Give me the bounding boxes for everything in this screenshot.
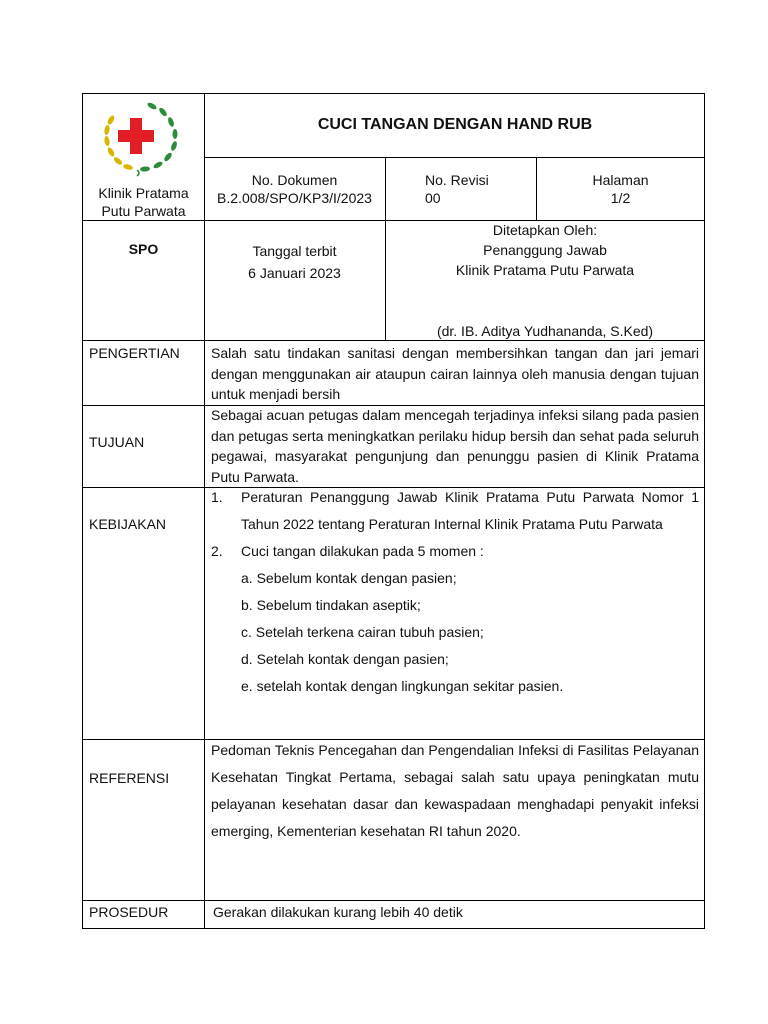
- prosedur-label: PROSEDUR: [89, 904, 169, 920]
- set-by-cell: [385, 220, 705, 280]
- divider-prosedur: [83, 900, 705, 901]
- kebijakan-item-2: [211, 538, 699, 565]
- document-title: CUCI TANGAN DENGAN HAND RUB: [317, 116, 593, 133]
- moment-item: b. Sebelum tindakan aseptik;: [241, 597, 421, 613]
- tujuan-label: TUJUAN: [89, 434, 145, 450]
- header-divider-title: [204, 157, 705, 158]
- kebijakan-label: KEBIJAKAN: [89, 516, 167, 532]
- kebijakan-item-2-text: Cuci tangan dilakukan pada 5 momen :: [241, 543, 484, 559]
- tujuan-text: Sebagai acuan petugas dalam mencegah terjadinya infeksi silang pada pasien dan petugas serta meningkatkan perilaku hidup bersih dan sehat pada seluruh pegawai, masyarakat pengunjung dan penunggu pasien di Klinik Pratama Putu Parwata.: [211, 407, 699, 485]
- kebijakan-item-1-text: Peraturan Penanggung Jawab Klinik Pratama Putu Parwata Nomor 1 Tahun 2022 tentang Peraturan Internal Klinik Pratama Putu Parwata: [241, 489, 699, 532]
- set-by-role: Penanggung Jawab: [483, 242, 607, 258]
- moment-item: a. Sebelum kontak dengan pasien;: [241, 570, 457, 586]
- issue-date-cell: [204, 240, 385, 284]
- moment-item: d. Setelah kontak dengan pasien;: [241, 651, 449, 667]
- issue-date-label: Tanggal terbit: [252, 243, 337, 259]
- clinic-name: [83, 184, 204, 220]
- pengertian-label: PENGERTIAN: [89, 345, 180, 361]
- revision-value: 00: [425, 190, 441, 206]
- page-value: 1/2: [610, 190, 631, 206]
- set-by-clinic: Klinik Pratama Putu Parwata: [455, 262, 635, 278]
- moment-item: c. Setelah terkena cairan tubuh pasien;: [241, 624, 484, 640]
- revision-cell: [425, 171, 535, 207]
- issue-date-value: 6 Januari 2023: [248, 265, 341, 281]
- spo-label: SPO: [128, 241, 159, 257]
- kebijakan-item-2-number: 2.: [211, 543, 223, 559]
- moment-item: e. setelah kontak dengan lingkungan sekitar pasien.: [241, 678, 564, 694]
- prosedur-text: Gerakan dilakukan kurang lebih 40 detik: [213, 904, 463, 920]
- page-label: Halaman: [592, 172, 649, 188]
- doc-number-value: B.2.008/SPO/KP3/I/2023: [217, 190, 372, 206]
- clinic-name-line2: Putu Parwata: [101, 203, 186, 219]
- doc-number-cell: [204, 171, 385, 207]
- clinic-name-line1: Klinik Pratama: [98, 185, 189, 201]
- kebijakan-item-1-number: 1.: [211, 489, 223, 505]
- page-cell: [536, 171, 705, 207]
- pengertian-text: Salah satu tindakan sanitasi dengan membersihkan tangan dan jari jemari dengan menggunakan air ataupun cairan lainnya oleh manusia dengan tujuan untuk menjadi bersih: [211, 345, 699, 402]
- kebijakan-list: [211, 484, 699, 700]
- divider-pengertian: [83, 340, 705, 341]
- referensi-label: REFERENSI: [89, 770, 170, 786]
- spo-document: [82, 93, 705, 929]
- set-by-label: Ditetapkan Oleh:: [492, 222, 598, 238]
- doc-number-label: No. Dokumen: [251, 172, 338, 188]
- revision-label: No. Revisi: [425, 172, 489, 188]
- red-cross-wreath-logo-icon: [97, 98, 187, 178]
- referensi-text: Pedoman Teknis Pencegahan dan Pengendalian Infeksi di Fasilitas Pelayanan Kesehatan Tingkat Pertama, sebagai salah satu upaya peningkatan mutu pelayanan kesehatan dasar dan kewaspadaan menghadapi penyakit infeksi emerging, Kementerian kesehatan RI tahun 2020.: [211, 742, 699, 839]
- kebijakan-item-1: [211, 484, 699, 538]
- set-by-name: (dr. IB. Aditya Yudhananda, S.Ked): [436, 323, 654, 339]
